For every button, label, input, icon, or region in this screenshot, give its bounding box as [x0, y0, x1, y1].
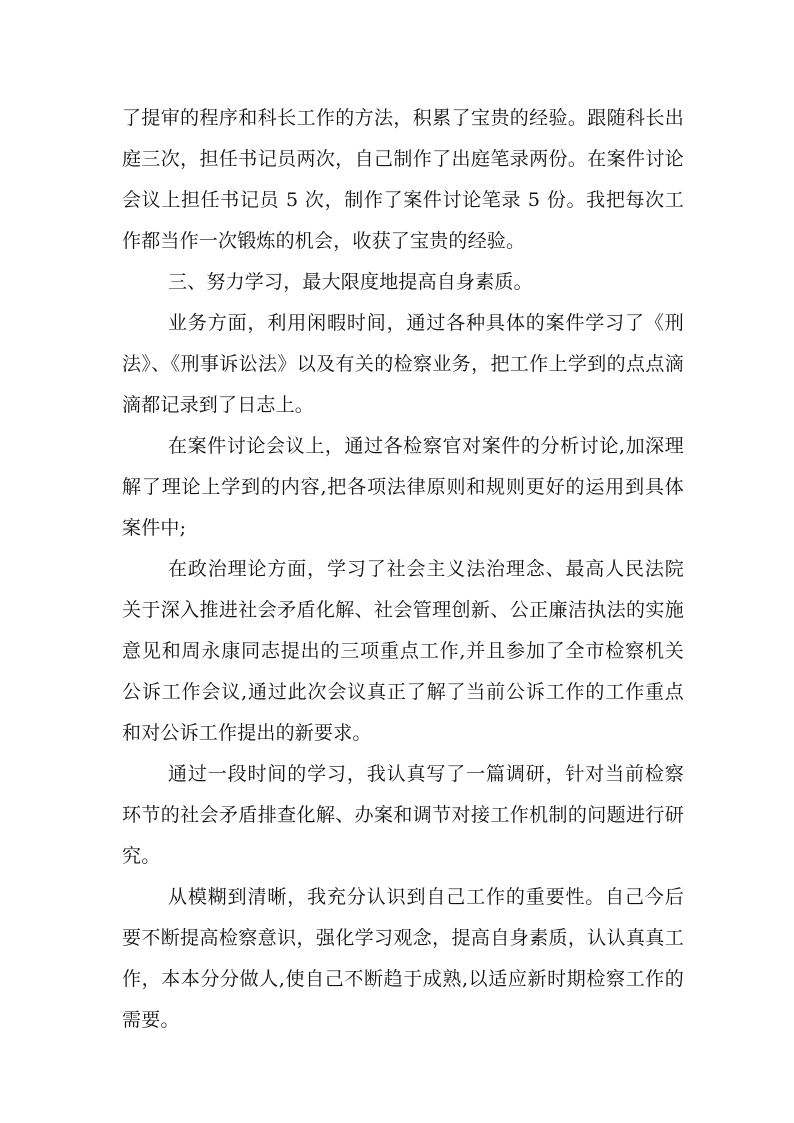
- paragraph-case-discussion: 在案件讨论会议上，通过各检察官对案件的分析讨论,加深理解了理论上学到的内容,把各项法律原则和规则更好的运用到具体案件中;: [122, 435, 684, 539]
- paragraph-conclusion: 从模糊到清晰，我充分认识到自己工作的重要性。自己今后要不断提高检察意识，强化学习观念，提高自身素质，认认真真工作，本本分分做人,使自己不断趋于成熟,以适应新时期检察工作的需要。: [122, 886, 684, 1031]
- paragraph-continuation: 了提审的程序和科长工作的方法，积累了宝贵的经验。跟随科长出庭三次，担任书记员两次，自己制作了出庭笔录两份。在案件讨论会议上担任书记员 5 次，制作了案件讨论笔录 5 份。我把每次工作都当作一次锻炼的机会，收获了宝贵的经验。: [122, 107, 684, 252]
- section-heading-study: 三、努力学习，最大限度地提高自身素质。: [168, 271, 533, 293]
- paragraph-business-study: 业务方面，利用闲暇时间，通过各种具体的案件学习了《刑法》、《刑事诉讼法》以及有关的检察业务，把工作上学到的点点滴滴都记录到了日志上。: [122, 312, 684, 416]
- document-body: [122, 98, 684, 1041]
- paragraph-political-theory: 在政治理论方面，学习了社会主义法治理念、最高人民法院关于深入推进社会矛盾化解、社会管理创新、公正廉洁执法的实施意见和周永康同志提出的三项重点工作,并且参加了全市检察机关公诉工作会议,通过此次会议真正了解了当前公诉工作的工作重点和对公诉工作提出的新要求。: [122, 558, 684, 744]
- paragraph-research: 通过一段时间的学习，我认真写了一篇调研，针对当前检察环节的社会矛盾排查化解、办案和调节对接工作机制的问题进行研究。: [122, 763, 684, 867]
